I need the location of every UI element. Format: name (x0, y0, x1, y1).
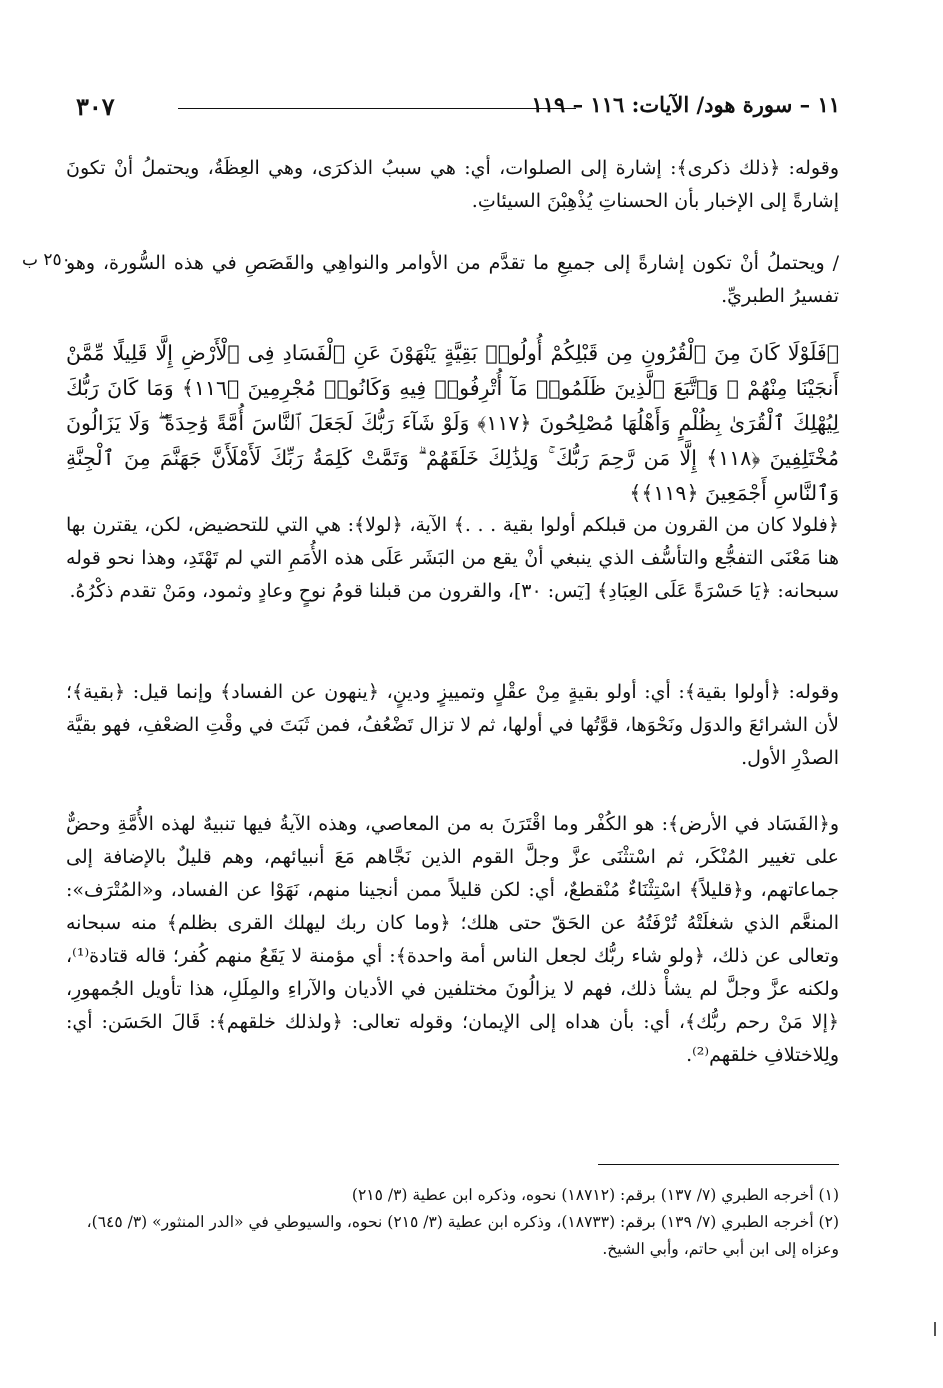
paragraph-tabari-opinion: / ويحتملُ أنْ تكون إشارةً إلى جميعِ ما تقدَّم من الأوامر والنواهِي والقَصَصِ في هذه السُّورة، وهو تفسيرُ الطبريِّ. (66, 252, 839, 307)
paragraph-ulu-baqiyya: وقوله: ﴿أولوا بقية﴾: أي: أولو بقيةٍ مِنْ عقْلٍ وتمييزٍ ودينٍ، ﴿ينهون عن الفساد﴾ وإنما قيل: ﴿بقية﴾؛ لأن الشرائعَ والدوَل ونَحْوَها، قوَّتُها في أولها، ثم لا تزال تَضْعُفُ، فمن ثَبَتَ في وقْتِ الضعْفِ، فهو بقيَّة الصدْرِ الأول. (66, 681, 839, 769)
footnotes (66, 1182, 839, 1263)
manuscript-folio-note: ٢٥٠ ب (22, 250, 71, 270)
quran-verses-116-119: ﴿فَلَوْلَا كَانَ مِنَ ٱلْقُرُونِ مِن قَبْلِكُمْ أُولُوا۟ بَقِيَّةٍ يَنْهَوْنَ عَنِ ٱلْفَسَادِ فِى ٱلْأَرْضِ إِلَّا قَلِيلًا مِّمَّنْ أَنجَيْنَا مِنْهُمْ ۗ وَٱتَّبَعَ ٱلَّذِينَ ظَلَمُوا۟ مَآ أُتْرِفُوا۟ فِيهِ وَكَانُوا۟ مُجْرِمِينَ ﴿١١٦﴾ وَمَا كَانَ رَبُّكَ لِيُهْلِكَ ٱلْقُرَىٰ بِظُلْمٍ وَأَهْلُهَا مُصْلِحُونَ ﴿١١٧﴾ وَلَوْ شَآءَ رَبُّكَ لَجَعَلَ ٱلنَّاسَ أُمَّةً وَٰحِدَةً ۖ وَلَا يَزَالُونَ مُخْتَلِفِينَ ﴿١١٨﴾ إِلَّا مَن رَّحِمَ رَبُّكَ ۚ وَلِذَٰلِكَ خَلَقَهُمْ ۗ وَتَمَّتْ كَلِمَةُ رَبِّكَ لَأَمْلَأَنَّ جَهَنَّمَ مِنَ ٱلْجِنَّةِ وَٱلنَّاسِ أَجْمَعِينَ ﴿١١٩﴾﴾ (66, 341, 839, 505)
paragraph-dhalik-dhikra: وقوله: ﴿ذلك ذكرى﴾: إشارة إلى الصلوات، أي: هي سببُ الذكرَى، وهي العِظَةُ، ويحتملُ أنْ تكونَ إشارةً إلى الإخبار بأن الحسناتِ يُذْهِبْنَ السيئاتِ. (66, 157, 839, 212)
footnote-rule (598, 1164, 839, 1165)
running-title: ١١ – سورة هود/ الآيات: ١١٦ – ١١٩ (531, 92, 840, 117)
paragraph-falawla: ﴿فلولا كان من القرون من قبلكم أولوا بقية . . .﴾ الآية، ﴿لولا﴾: هي التي للتحضيض، لكن، يقترن بها هنا مَعْنَى التفجُّع والتأسُّف الذي ينبغي أنْ يقع من البَشَر عَلَى هذه الأُمَمِ التي لم تَهْتَدِ، وهذا نحو قوله سبحانه: ﴿يَا حَسْرَةً عَلَى العِبَادِ﴾ [يٓس: ٣٠]، والقرون من قبلنا قومُ نوحٍ وعادٍ وثمود، ومَنْ تقدم ذكْرُهُ. (66, 514, 839, 602)
header-rule (178, 108, 576, 109)
scan-edge-mark (934, 1322, 936, 1336)
page-header (60, 92, 840, 126)
footnote-2: (٢) أخرجه الطبري (٧/ ١٣٩) برقم: (١٨٧٣٣)، وذكره ابن عطية (٣/ ٢١٥) نحوه، والسيوطي في «الدر المنثور» (٣/ ٦٤٥)، وعزاه إلى ابن أبي حاتم، وأبي الشيخ. (86, 1213, 839, 1258)
footnote-1: (١) أخرجه الطبري (٧/ ١٣٧) برقم: (١٨٧١٢) نحوه، وذكره ابن عطية (٣/ ٢١٥) (351, 1186, 839, 1204)
page-number: ٣٠٧ (76, 92, 115, 121)
paragraph-fasad-fil-ard: و﴿الفَسَاد في الأرض﴾: هو الكُفْر وما اقْتَرَنَ به من المعاصي، وهذه الآيةُ فيها تنبيهٌ لهذه الأُمَّةِ وحضٌّ على تغيير المُنْكَر، ثم اسْتثْنَى عزَّ وجلَّ القوم الذين نَجَّاهم مَعَ أنبيائهم، وهم قليلٌ بالإضافة إلى جماعاتهم، و﴿قليلاً﴾ اسْتِثْنَاءٌ مُنْقطعٌ، أي: لكن قليلاً ممن أنجينا منهم، نَهَوْا عن الفساد، و«المُتْرَف»: المنعَّم الذي شغلَتْهُ تُرْفَتُهُ عن الحَقّ حتى هلك؛ ﴿وما كان ربك ليهلك القرى بظلم﴾ منه سبحانه وتعالى عن ذلك، ﴿ولو شاء ربُّك لجعل الناس أمة واحدة﴾: أي مؤمنة لا يَقَعُ منهم كُفر؛ قاله قتادة⁽¹⁾، ولكنه عزَّ وجلَّ لم يشأْ ذلك، فهم لا يزالُونَ مختلفين في الأديان والآراءِ والمِلَلِ، هذا تأويل الجُمهورِ، ﴿إلا مَنْ رحم ربُّك﴾، أي: بأن هداه إلى الإيمان؛ وقوله تعالى: ﴿ولذلك خلقهم﴾: قَالَ الحَسَن: أي: ولِلاختلافِ خلقهم⁽²⁾. (66, 813, 839, 1066)
